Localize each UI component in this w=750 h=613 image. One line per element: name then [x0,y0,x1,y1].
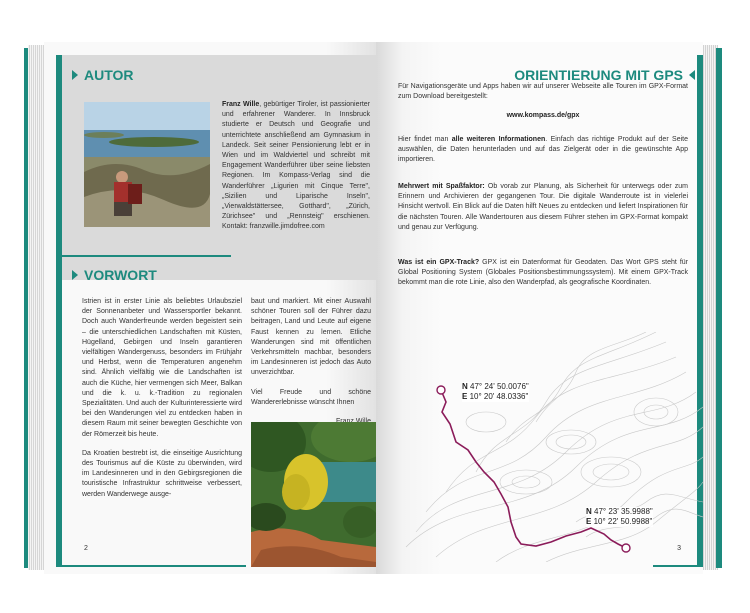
vorwort-paragraph: Istrien ist in erster Linie als beliebtes Urlaubsziel der Sonnenanbeter und Wassersportler bekannt. Doch auch Wanderfreunde werden begeistert sein – die unterschiedlichen Landschaften mit Küsten, Hügelland, Gebirgen und Inseln garantieren vielfältigen Wandergenuss, besonders im Frühjahr und Herbst, wenn die Temperaturen angenehm sind. Ähnlich vielfältig wie die Landschaften ist auch die Küche, hier vermengen sich Meer, Balkan und die k. u. k.-Tradition zu regionalen Spezialitäten. Und auch der Kulturinteressierte wird bei den Wanderungen viel zu entdecken haben in diesem Raum mit seiner bewegten Geschichte von der Römerzeit bis heute. [82,298,242,438]
coord-start-n-label: N [462,382,468,391]
vorwort-accent-bar [56,255,62,567]
vorwort-paragraph: Da Kroatien bestrebt ist, die einseitige Ausrichtung des Tourismus auf die Küste zu überwinden, wird im Landesinneren und in den Gebirgsregionen die touristische Infrastruktur schrittweise verbessert, werden Wanderwege ausge- [82,449,242,498]
author-bio-text: , gebürtiger Tiroler, ist passionierter und erfahrener Wanderer. In Innsbruck studierte er Deutsch und Geografie und unterrichtete anschließend am Gymnasium in Landeck. Seit seiner Pensionierung lebt er in Wien und im Waldviertel und schreibt mit Engagement Wanderführer über seine liebsten Regionen. Im Kompass-Verlag sind die Wanderführer „Ligurien mit Cinque Terre", „Sizilien und Liparische Inseln", „Vierwaldstättersee, Gotthard", „Zürich, Zürichsee" und „Rennsteig" erschienen. Kontakt: franzwille.jimdofree.com [222,101,371,231]
right-cover-edge [716,48,722,568]
gps-heading: ORIENTIERUNG MIT GPS [514,67,683,83]
fun-strong: Mehrwert mit Spaßfaktor: [398,183,485,190]
right-page [376,42,703,574]
vorwort-bottom-rule [56,565,246,567]
autor-chevron-icon [72,70,78,80]
info-lead: Hier findet man [398,136,452,143]
gpx-text: GPX ist ein Datenformat für Geodaten. Das Wort GPS steht für Global Positioning System (Globales Positionsbestimmungssystem). Mit einem GPX-Track bekommt man die rote Linie, also den Wanderpfad, als geografische Koordinaten. [398,259,688,287]
gpx-strong: Was ist ein GPX-Track? [398,259,480,266]
coord-start-e-label: E [462,392,468,401]
autor-accent-bar [56,55,62,280]
vorwort-paragraph: Viel Freude und schöne Wandererlebnisse wünscht Ihnen [251,388,371,406]
vorwort-top-rule [56,255,231,257]
page-number-right: 3 [677,545,681,552]
vorwort-paragraph: baut und markiert. Mit einer Auswahl schöner Touren soll der Führer dazu beitragen, Land und Leute auf eigene Faust kennen zu lernen. Etliche Wanderungen sind mit öffentlichen Verkehrsmitteln machbar, besonders im Landesinneren ist jedoch das Auto unverzichtbar. [251,298,371,377]
autor-heading: AUTOR [84,67,134,83]
coord-start-n: 47° 24' 50.0076" [470,382,529,391]
coord-end-n-label: N [586,507,592,516]
coord-end-e-label: E [586,517,592,526]
page-number-left: 2 [84,545,88,552]
coord-end-n: 47° 23' 35.9988" [594,507,653,516]
gps-chevron-icon [689,70,695,80]
gpx-definition-paragraph [398,258,688,289]
info-rest: . Einfach das richtige Produkt auf der Seite auswählen, die Daten herunterladen und auf das Zielgerät oder in die gewünschte App importieren. [398,136,688,164]
landscape-photo [251,422,376,567]
gps-fun-paragraph [398,182,688,233]
track-end-marker [622,544,630,552]
autor-bio [222,100,370,233]
coord-end [586,507,653,527]
info-strong: alle weiteren Informationen [451,136,546,143]
gpx-download-link[interactable]: www.kompass.de/gpx [506,112,580,119]
author-name: Franz Wille [222,101,260,108]
gps-intro: Für Navigationsgeräte und Apps haben wir auf unserer Webseite alle Touren im GPX-Format zum Download bereitgestellt: [398,83,688,101]
coord-end-e: 10° 22' 50.9988" [593,517,653,526]
vorwort-column-2 [251,297,371,436]
author-photo [84,102,210,227]
left-page [44,42,376,574]
gps-info-paragraph [398,135,688,166]
coord-start [462,382,529,402]
track-start-marker [437,386,445,394]
vorwort-column-1 [82,297,242,509]
coord-start-e: 10° 20' 48.0336" [469,392,529,401]
vorwort-heading: VORWORT [84,267,157,283]
gpx-track-map [376,332,703,532]
fun-text: Ob vorab zur Planung, als Sicherheit für unterwegs oder zum Erinnern und Archivieren der gegangenen Tour. Die digitale Wanderroute ist in vielerlei Hinsicht wertvoll. Ein Blick auf die Daten hilft Neues zu entdecken und liefert Inspirationen für die nächsten Touren. Alle Wandertouren aus diesem Führer stehen im GPX-Format kompakt und genau zur Verfügung. [398,183,688,231]
vorwort-chevron-icon [72,270,78,280]
gps-bottom-rule [653,565,703,567]
